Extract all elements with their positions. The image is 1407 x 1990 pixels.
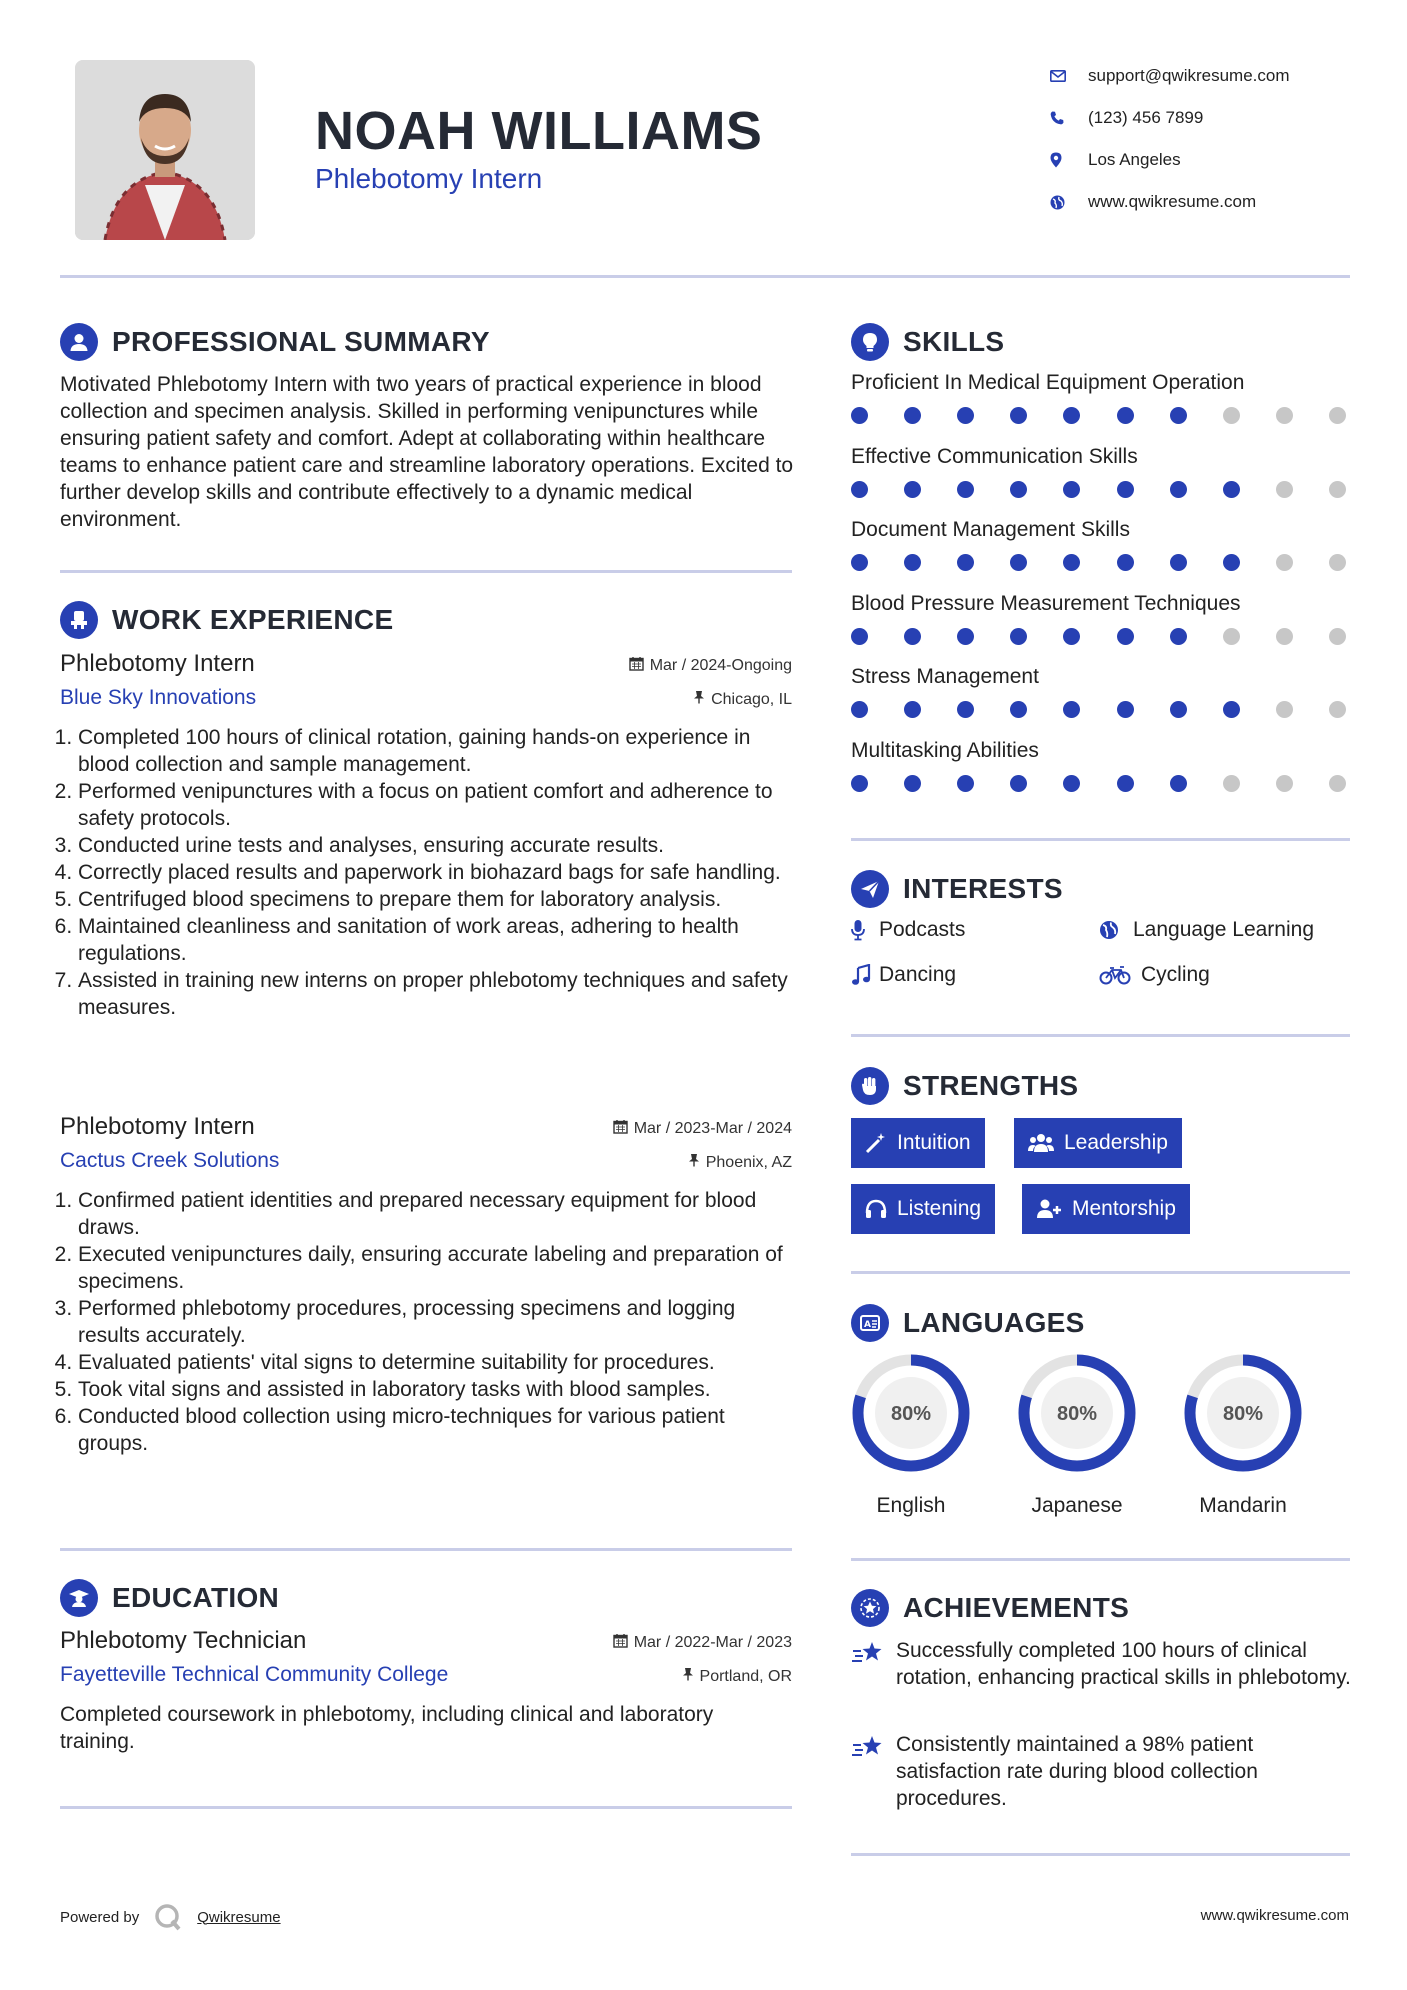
list-item: 6. Conducted blood collection using micro-techniques for various patient groups. (78, 1403, 792, 1457)
rating-dot-filled (1223, 701, 1240, 718)
rating-dot-filled (851, 701, 868, 718)
rating-dot-empty (1276, 481, 1293, 498)
rating-dot-filled (957, 554, 974, 571)
list-item: 7. Assisted in training new interns on proper phlebotomy techniques and safety measures. (78, 967, 792, 1021)
language-percent: 80% (890, 1403, 932, 1425)
rating-dot-filled (1170, 554, 1187, 571)
shooting-star-icon (851, 1637, 896, 1691)
achievement-item: Consistently maintained a 98% patient satisfaction rate during blood collection procedures. (851, 1731, 1351, 1812)
rating-dot-filled (1063, 554, 1080, 571)
fist-icon (851, 1067, 889, 1105)
rating-dot-filled (1010, 407, 1027, 424)
rating-dot-filled (1170, 407, 1187, 424)
rating-dot-filled (957, 481, 974, 498)
degree-title: Phlebotomy Technician (60, 1627, 307, 1654)
candidate-role: Phlebotomy Intern (315, 163, 543, 194)
skill-name: Multitasking Abilities (851, 738, 1039, 762)
job-title: Phlebotomy Intern (60, 650, 255, 677)
rating-dot-filled (904, 701, 921, 718)
calendar-icon (613, 1119, 628, 1139)
graduate-icon (60, 1579, 98, 1617)
language-name: Mandarin (1199, 1494, 1287, 1517)
rating-dot-filled (957, 407, 974, 424)
education-heading: EDUCATION (60, 1579, 279, 1617)
strengths-divider (851, 1271, 1350, 1274)
user-icon (60, 323, 98, 361)
rating-dot-filled (1063, 775, 1080, 792)
job-location: Phoenix, AZ (688, 1153, 792, 1172)
rating-dot-filled (1010, 554, 1027, 571)
skill-item (851, 665, 1351, 718)
rating-dot-filled (1170, 775, 1187, 792)
interests-heading: INTERESTS (851, 870, 1063, 908)
rating-dot-empty (1329, 775, 1346, 792)
skill-name: Blood Pressure Measurement Techniques (851, 591, 1241, 615)
language-percent: 80% (1056, 1403, 1098, 1425)
phone-icon (1050, 111, 1088, 125)
skills-divider (851, 838, 1350, 841)
work-divider (60, 1548, 792, 1551)
rating-dot-filled (1170, 701, 1187, 718)
briefcase-icon (60, 601, 98, 639)
list-item: 2. Performed venipunctures with a focus on patient comfort and adherence to safety protocols. (78, 778, 792, 832)
rating-dot-filled (1010, 701, 1027, 718)
job-company: Blue Sky Innovations (60, 686, 257, 709)
rating-dot-filled (851, 554, 868, 571)
language-percent: 80% (1222, 1403, 1264, 1425)
languages-divider (851, 1558, 1350, 1561)
contact-phone[interactable]: (123) 456 7899 (1050, 97, 1370, 139)
rating-dot-empty (1276, 628, 1293, 645)
rating-dot-filled (1117, 407, 1134, 424)
school-name: Fayetteville Technical Community College (60, 1663, 449, 1686)
rating-dot-filled (1063, 701, 1080, 718)
skill-item (851, 445, 1351, 498)
calendar-icon (613, 1633, 628, 1653)
rating-dot-empty (1276, 701, 1293, 718)
rating-dot-empty (1223, 775, 1240, 792)
paper-plane-icon (851, 870, 889, 908)
job-date: Mar / 2024-Ongoing (629, 656, 792, 676)
shooting-star-icon (851, 1731, 896, 1812)
rating-dot-filled (957, 628, 974, 645)
list-item: 2. Executed venipunctures daily, ensuring accurate labeling and preparation of specimens. (78, 1241, 792, 1295)
language-item (1015, 1351, 1139, 1518)
rating-dot-filled (1223, 481, 1240, 498)
globe-icon (1050, 195, 1088, 210)
language-name: Japanese (1031, 1494, 1123, 1517)
skill-rating (851, 481, 1346, 498)
rating-dot-filled (1170, 481, 1187, 498)
list-item: 6. Maintained cleanliness and sanitation of work areas, adhering to health regulations. (78, 913, 792, 967)
rating-dot-filled (1063, 628, 1080, 645)
list-item: 4. Evaluated patients' vital signs to determine suitability for procedures. (78, 1349, 792, 1376)
pushpin-icon (682, 1667, 694, 1686)
skill-item (851, 518, 1351, 571)
achievement-item: Successfully completed 100 hours of clinical rotation, enhancing practical skills in phlebotomy. (851, 1637, 1351, 1691)
summary-heading: PROFESSIONAL SUMMARY (60, 323, 490, 361)
summary-divider (60, 570, 792, 573)
job-entry (60, 1113, 792, 1457)
education-divider (60, 1806, 792, 1809)
education-location: Portland, OR (682, 1667, 792, 1686)
rating-dot-filled (851, 775, 868, 792)
rating-dot-empty (1276, 407, 1293, 424)
contact-email[interactable]: support@qwikresume.com (1050, 55, 1370, 97)
skill-name: Document Management Skills (851, 518, 1130, 541)
user-plus-icon (1036, 1199, 1062, 1219)
job-title: Phlebotomy Intern (60, 1113, 255, 1140)
interest-item: Cycling (1099, 963, 1210, 987)
bicycle-icon (1099, 965, 1141, 985)
interest-item: Language Learning (1099, 918, 1314, 942)
rating-dot-empty (1329, 481, 1346, 498)
rating-dot-filled (851, 628, 868, 645)
rating-dot-filled (1063, 407, 1080, 424)
rating-dot-filled (904, 628, 921, 645)
education-entry (60, 1627, 792, 1755)
work-heading: WORK EXPERIENCE (60, 601, 393, 639)
skill-name: Proficient In Medical Equipment Operation (851, 371, 1245, 394)
list-item: 3. Performed phlebotomy procedures, processing specimens and logging results accurately. (78, 1295, 792, 1349)
qwikresume-link[interactable]: Qwikresume (197, 1908, 281, 1926)
qwikresume-logo-icon (153, 1902, 183, 1932)
lightbulb-icon (851, 323, 889, 361)
profile-photo (75, 60, 255, 240)
globe-icon (1099, 920, 1127, 940)
music-note-icon (851, 964, 879, 986)
list-item: 1. Completed 100 hours of clinical rotation, gaining hands-on experience in blood collection and sample management. (78, 724, 792, 778)
rating-dot-filled (1117, 701, 1134, 718)
rating-dot-empty (1276, 554, 1293, 571)
skills-heading: SKILLS (851, 323, 1004, 361)
envelope-icon (1050, 70, 1088, 82)
language-item (1181, 1351, 1305, 1518)
microphone-icon (851, 919, 879, 941)
rating-dot-filled (1010, 481, 1027, 498)
users-icon (1028, 1133, 1054, 1153)
job-duties-list (60, 724, 792, 1021)
list-item: 5. Took vital signs and assisted in laboratory tasks with blood samples. (78, 1376, 792, 1403)
strengths-heading: STRENGTHS (851, 1067, 1078, 1105)
language-progress-ring (849, 1351, 973, 1475)
language-name: English (876, 1494, 946, 1517)
summary-text: Motivated Phlebotomy Intern with two years of practical experience in blood collection and specimen analysis. Skilled in performing venipunctures while ensuring patient safety and comfort. Adept at collaborating within healthcare teams to enhance patient care and streamline laboratory operations. Excited to further develop skills and contribute effectively to a dynamic medical environment. (60, 373, 794, 531)
skill-rating (851, 701, 1346, 718)
footer-powered-by: Powered by Qwikresume (60, 1902, 281, 1932)
magic-wand-icon (865, 1132, 887, 1154)
pushpin-icon (693, 690, 705, 709)
languages-heading: A LANGUAGES (851, 1304, 1085, 1342)
rating-dot-empty (1276, 775, 1293, 792)
achievements-heading: ACHIEVEMENTS (851, 1589, 1129, 1627)
rating-dot-empty (1329, 701, 1346, 718)
rating-dot-filled (904, 481, 921, 498)
headphones-icon (865, 1199, 887, 1219)
rating-dot-empty (1223, 407, 1240, 424)
education-date: Mar / 2022-Mar / 2023 (613, 1633, 792, 1653)
language-progress-ring (1181, 1351, 1305, 1475)
rating-dot-filled (1010, 628, 1027, 645)
skill-rating (851, 775, 1346, 792)
rating-dot-empty (1329, 628, 1346, 645)
skill-item (851, 739, 1351, 792)
skill-rating (851, 628, 1346, 645)
job-company: Cactus Creek Solutions (60, 1149, 280, 1172)
interest-item: Dancing (851, 963, 956, 987)
header-divider (60, 275, 1350, 278)
job-location: Chicago, IL (693, 690, 792, 709)
interests-divider (851, 1034, 1350, 1037)
skill-item (851, 592, 1351, 645)
list-item: 3. Conducted urine tests and analyses, ensuring accurate results. (78, 832, 792, 859)
rating-dot-filled (1117, 554, 1134, 571)
list-item: 5. Centrifuged blood specimens to prepare them for laboratory analysis. (78, 886, 792, 913)
rating-dot-filled (1117, 628, 1134, 645)
candidate-name: NOAH WILLIAMS (315, 101, 763, 161)
rating-dot-filled (851, 407, 868, 424)
skill-name: Effective Communication Skills (851, 444, 1138, 468)
rating-dot-filled (1063, 481, 1080, 498)
strength-chip: Mentorship (1022, 1184, 1190, 1234)
rating-dot-filled (1223, 554, 1240, 571)
rating-dot-filled (1010, 775, 1027, 792)
svg-text:A: A (864, 1320, 872, 1330)
skill-rating (851, 554, 1346, 571)
star-badge-icon (851, 1589, 889, 1627)
map-pin-icon (1050, 152, 1088, 168)
contact-website[interactable]: www.qwikresume.com (1050, 181, 1370, 223)
rating-dot-filled (957, 775, 974, 792)
skill-item (851, 371, 1351, 424)
rating-dot-filled (1170, 628, 1187, 645)
skill-rating (851, 407, 1346, 424)
job-duties-list (60, 1187, 792, 1457)
rating-dot-filled (904, 407, 921, 424)
contact-block (1050, 55, 1370, 223)
rating-dot-filled (1117, 481, 1134, 498)
job-date: Mar / 2023-Mar / 2024 (613, 1119, 792, 1139)
rating-dot-filled (851, 481, 868, 498)
strength-chip: Leadership (1014, 1118, 1182, 1168)
language-progress-ring (1015, 1351, 1139, 1475)
footer-website[interactable]: www.qwikresume.com (1200, 1907, 1349, 1924)
rating-dot-filled (957, 701, 974, 718)
language-card-icon (851, 1304, 889, 1342)
education-text: Completed coursework in phlebotomy, including clinical and laboratory training. (60, 1703, 714, 1753)
strength-chip: Listening (851, 1184, 995, 1234)
skill-name: Stress Management (851, 665, 1039, 688)
interest-item: Podcasts (851, 918, 965, 942)
rating-dot-filled (904, 775, 921, 792)
rating-dot-empty (1223, 628, 1240, 645)
achievements-divider (851, 1853, 1350, 1856)
rating-dot-empty (1329, 554, 1346, 571)
calendar-icon (629, 656, 644, 676)
contact-location: Los Angeles (1050, 139, 1370, 181)
rating-dot-filled (1117, 775, 1134, 792)
rating-dot-filled (904, 554, 921, 571)
pushpin-icon (688, 1153, 700, 1172)
strength-chip: Intuition (851, 1118, 985, 1168)
list-item: 4. Correctly placed results and paperwork in biohazard bags for safe handling. (78, 859, 792, 886)
rating-dot-empty (1329, 407, 1346, 424)
job-entry (60, 650, 792, 1021)
language-item (849, 1351, 973, 1518)
list-item: 1. Confirmed patient identities and prepared necessary equipment for blood draws. (78, 1187, 792, 1241)
